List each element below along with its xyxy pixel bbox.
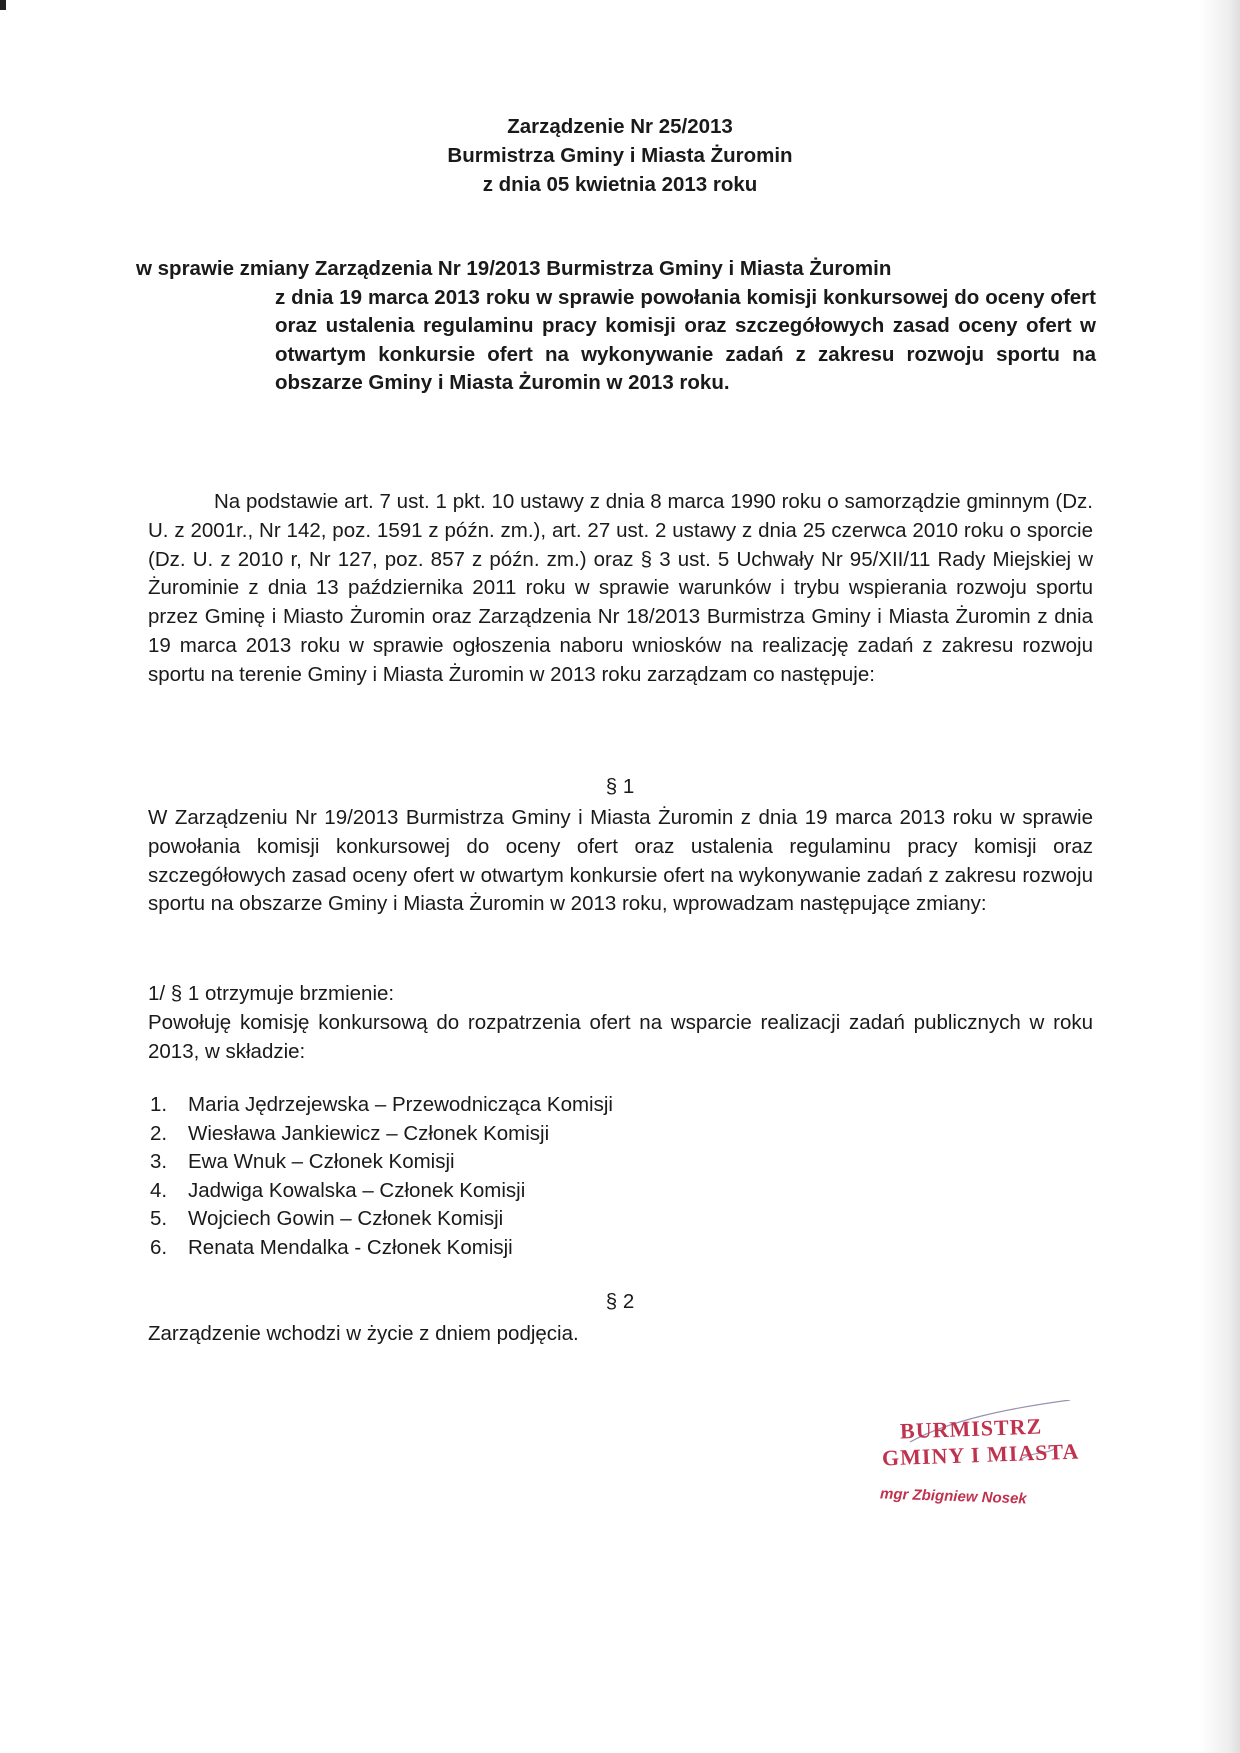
legal-basis-paragraph <box>148 488 1093 690</box>
stamp-office: GMINY I MIASTA <box>881 1438 1080 1471</box>
subject-first-line: w sprawie zmiany Zarządzenia Nr 19/2013 Burmistrza Gminy i Miasta Żuromin <box>136 257 892 280</box>
member-name: Ewa Wnuk – Członek Komisji <box>188 1150 455 1174</box>
subject-continuation: z dnia 19 marca 2013 roku w sprawie powołania komisji konkursowej do oceny ofert oraz ustalenia regulaminu pracy komisji oraz szczegółowych zasad oceny ofert w otwartym konkursie ofert na wykonywanie zadań z zakresu rozwoju sportu na obszarze Gminy i Miasta Żuromin w 2013 roku. <box>275 285 1096 394</box>
list-item: 1. Maria Jędrzejewska – Przewodnicząca Komisji <box>150 1091 850 1120</box>
stamp-name: mgr Zbigniew Nosek <box>879 1485 1027 1508</box>
document-date: z dnia 05 kwietnia 2013 roku <box>482 173 758 196</box>
scan-corner-mark <box>0 0 6 10</box>
section-2-mark: § 2 <box>605 1290 635 1313</box>
mayor-stamp <box>870 1400 1100 1540</box>
section-1-mark: § 1 <box>605 775 635 798</box>
amendment-point-title: 1/ § 1 otrzymuje brzmienie: <box>148 982 395 1005</box>
member-name: Wojciech Gowin – Członek Komisji <box>188 1207 504 1231</box>
member-name: Jadwiga Kowalska – Członek Komisji <box>188 1178 526 1202</box>
committee-members-list <box>150 1091 850 1263</box>
section-1-text: W Zarządzeniu Nr 19/2013 Burmistrza Gminy i Miasta Żuromin z dnia 19 marca 2013 roku w sprawie powołania komisji konkursowej do oceny ofert oraz ustalenia regulaminu pracy komisji oraz szczegółowych zasad oceny ofert w otwartym konkursie ofert na wykonywanie zadań z zakresu rozwoju sportu na obszarze Gminy i Miasta Żuromin w 2013 roku, wprowadzam następujące zmiany: <box>148 806 1093 916</box>
amendment-point <box>148 980 1093 1066</box>
member-name: Renata Mendalka - Członek Komisji <box>188 1235 513 1259</box>
legal-basis-text: Na podstawie art. 7 ust. 1 pkt. 10 ustawy z dnia 8 marca 1990 roku o samorządzie gminnym (Dz. U. z 2001r., Nr 142, poz. 1591 z późn. zm.), art. 27 ust. 2 ustawy z dnia 25 czerwca 2010 roku o sporcie (Dz. U. z 2010 r, Nr 127, poz. 857 z późn. zm.) oraz § 3 ust. 5 Uchwały Nr 95/XII/11 Rady Miejskiej w Żurominie z dnia 13 października 2011 roku w sprawie warunków i trybu wspierania rozwoju sportu przez Gminę i Miasto Żuromin oraz Zarządzenia Nr 18/2013 Burmistrza Gminy i Miasta Żuromin z dnia 19 marca 2013 roku w sprawie ogłoszenia naboru wniosków na realizację zadań z zakresu rozwoju sportu na terenie Gminy i Miasta Żuromin w 2013 roku zarządzam co następuje: <box>148 490 1093 686</box>
amendment-point-text: Powołuję komisję konkursową do rozpatrzenia ofert na wsparcie realizacji zadań publicznych w roku 2013, w składzie: <box>148 1010 1093 1063</box>
section-2-text: Zarządzenie wchodzi w życie z dniem podjęcia. <box>148 1322 579 1345</box>
list-item: 5. Wojciech Gowin – Członek Komisji <box>150 1205 850 1234</box>
document-issuer: Burmistrza Gminy i Miasta Żuromin <box>447 144 793 167</box>
scan-shadow-edge <box>1200 0 1240 1753</box>
document-header <box>0 112 1240 199</box>
document-title: Zarządzenie Nr 25/2013 <box>507 115 733 138</box>
list-item: 2. Wiesława Jankiewicz – Członek Komisji <box>150 1120 850 1149</box>
member-name: Maria Jędrzejewska – Przewodnicząca Komisji <box>188 1093 613 1116</box>
list-item: 6. Renata Mendalka - Członek Komisji <box>150 1234 850 1263</box>
stamp-title: BURMISTRZ <box>899 1413 1043 1444</box>
list-item: 3. Ewa Wnuk – Członek Komisji <box>150 1148 850 1177</box>
document-subject <box>136 255 1096 398</box>
list-item: 4. Jadwiga Kowalska – Członek Komisji <box>150 1177 850 1206</box>
member-name: Wiesława Jankiewicz – Członek Komisji <box>188 1121 550 1145</box>
